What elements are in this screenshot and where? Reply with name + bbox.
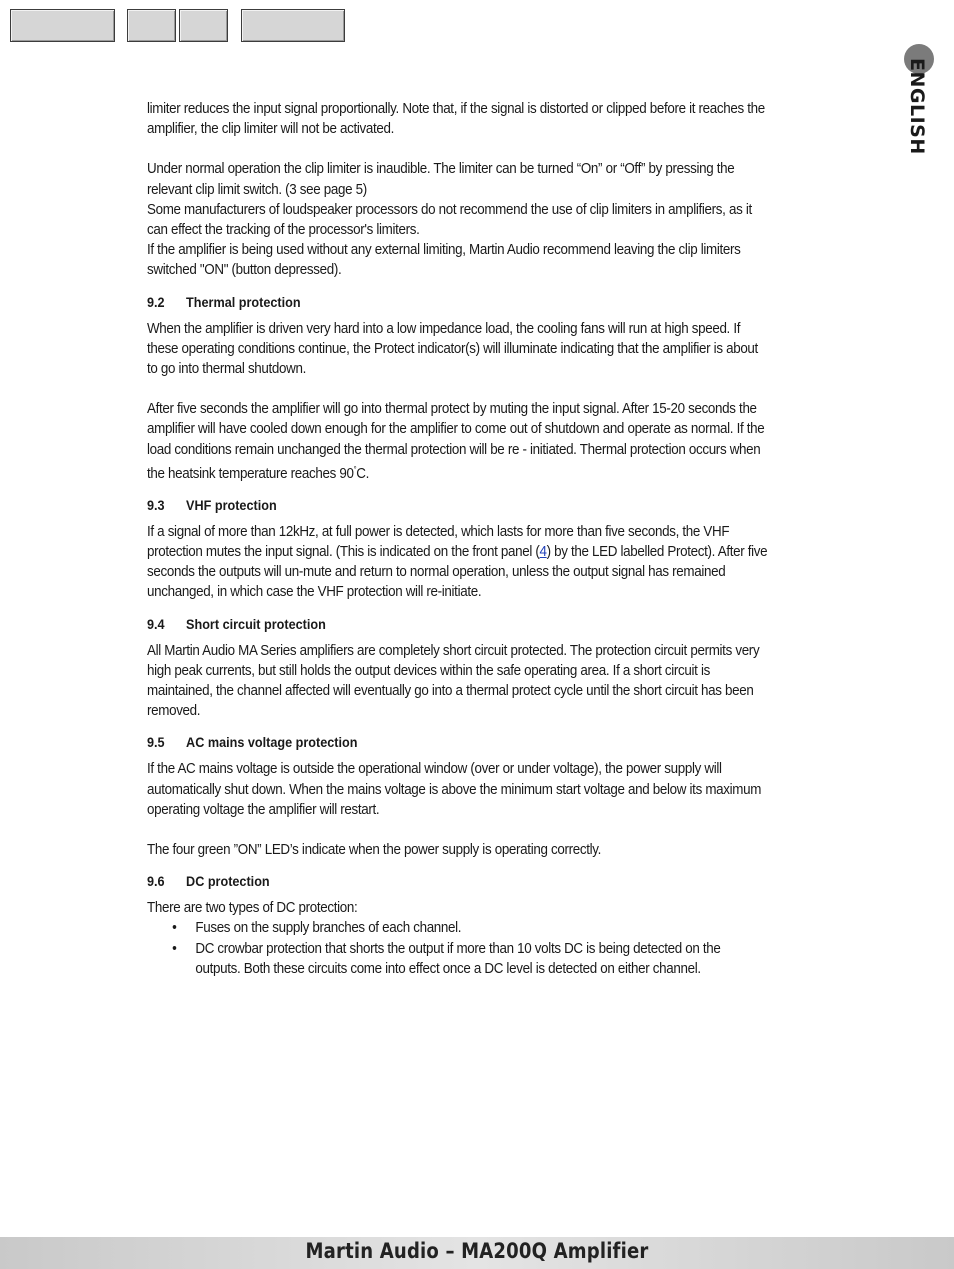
- nav-button-3[interactable]: [179, 9, 228, 42]
- list-item-text: DC crowbar protection that shorts the output if more than 10 volts DC is being detected on the outputs. Both these circuits come into effect once a DC level is detected on either channel.: [195, 940, 721, 977]
- section-heading-dc: [147, 873, 768, 891]
- language-tab: [904, 44, 934, 154]
- section-title: DC protection: [186, 874, 270, 890]
- list-item: [147, 939, 768, 979]
- nav-button-4[interactable]: [241, 9, 345, 42]
- section-heading-ac-mains: [147, 734, 768, 752]
- section-heading-vhf: [147, 497, 768, 515]
- bullet-icon: •: [172, 940, 177, 957]
- intro-paragraph-2: Under normal operation the clip limiter is inaudible. The limiter can be turned “On” or “Off” by pressing the relevant clip limit switch. (3 see page 5): [147, 161, 735, 198]
- thermal-paragraph-1: When the amplifier is driven very hard into a low impedance load, the cooling fans will run at high speed. If these operating conditions continue, the Protect indicator(s) will illuminate indicating that the amplifier is about to go into thermal shutdown.: [147, 320, 758, 378]
- list-item-text: Fuses on the supply branches of each channel.: [195, 920, 462, 937]
- vhf-paragraph: [147, 522, 768, 603]
- short-circuit-paragraph: All Martin Audio MA Series amplifiers are completely short circuit protected. The protection circuit permits very high peak currents, but still holds the output devices within the safe operating area. If a short circuit is maintained, the channel affected will eventually go into a thermal protect cycle until the short circuit has been removed.: [147, 642, 760, 720]
- ac-mains-paragraph-2: The four green ”ON” LED’s indicate when the power supply is operating correctly.: [147, 842, 602, 859]
- thermal-paragraph-2: [147, 399, 768, 484]
- footer-title: Martin Audio – MA200Q Amplifier: [305, 1239, 649, 1263]
- dc-paragraph: There are two types of DC protection:: [147, 900, 358, 917]
- section-title: AC mains voltage protection: [186, 735, 358, 751]
- bullet-icon: •: [172, 920, 177, 937]
- section-number: 9.5: [147, 735, 165, 751]
- intro-paragraph-1: limiter reduces the input signal proportionally. Note that, if the signal is distorted or clipped before it reaches the amplifier, the clip limiter will not be activated.: [147, 101, 765, 138]
- intro-paragraph-3: Some manufacturers of loudspeaker processors do not recommend the use of clip limiters in amplifiers, as it can effect the tracking of the processor's limiters.: [147, 201, 752, 239]
- section-heading-thermal: [147, 294, 768, 312]
- list-item: [147, 918, 768, 938]
- thermal-text-end: C.: [356, 465, 369, 482]
- ac-mains-paragraph-1: If the AC mains voltage is outside the operational window (over or under voltage), the power supply will automatically shut down. When the mains voltage is above the minimum start voltage and below its maximum operating voltage the amplifier will restart.: [147, 761, 762, 818]
- nav-button-2[interactable]: [127, 9, 176, 42]
- section-number: 9.2: [147, 294, 165, 310]
- front-panel-link[interactable]: 4: [539, 544, 547, 561]
- section-title: VHF protection: [186, 497, 277, 513]
- vhf-text: If a signal of more than 12kHz, at full power is detected, which lasts for more than five seconds, the VHF protection mutes the input signal. (This is indicated on the front panel (: [147, 523, 730, 561]
- intro-paragraph-4: If the amplifier is being used without any external limiting, Martin Audio recommend leaving the clip limiters switched "ON" (button depressed).: [147, 242, 741, 279]
- section-heading-short-circuit: [147, 616, 768, 634]
- document-body: [147, 99, 768, 979]
- section-title: Thermal protection: [186, 294, 301, 310]
- degree-symbol: °: [353, 464, 357, 474]
- section-title: Short circuit protection: [186, 616, 326, 632]
- vhf-text-end: ) by the LED labelled Protect). After five seconds the outputs will un-mute and return to normal operation, unless the output signal has remained unchanged, in which case the VHF protection will re-initiate.: [147, 544, 768, 601]
- section-number: 9.3: [147, 497, 165, 513]
- language-label: ENGLISH: [906, 58, 928, 155]
- section-number: 9.6: [147, 874, 165, 890]
- thermal-text: After five seconds the amplifier will go into thermal protect by muting the input signal. After 15-20 seconds the amplifier will have cooled down enough for the amplifier to come out of shutdown and operate as normal. If the load conditions remain unchanged the thermal protection will be re - initiated. Thermal protection occurs when the heatsink temperature reaches 90: [147, 401, 765, 482]
- dc-bullet-list: [147, 918, 768, 979]
- section-number: 9.4: [147, 616, 165, 632]
- footer-bar: [0, 1237, 954, 1269]
- nav-button-1[interactable]: [10, 9, 115, 42]
